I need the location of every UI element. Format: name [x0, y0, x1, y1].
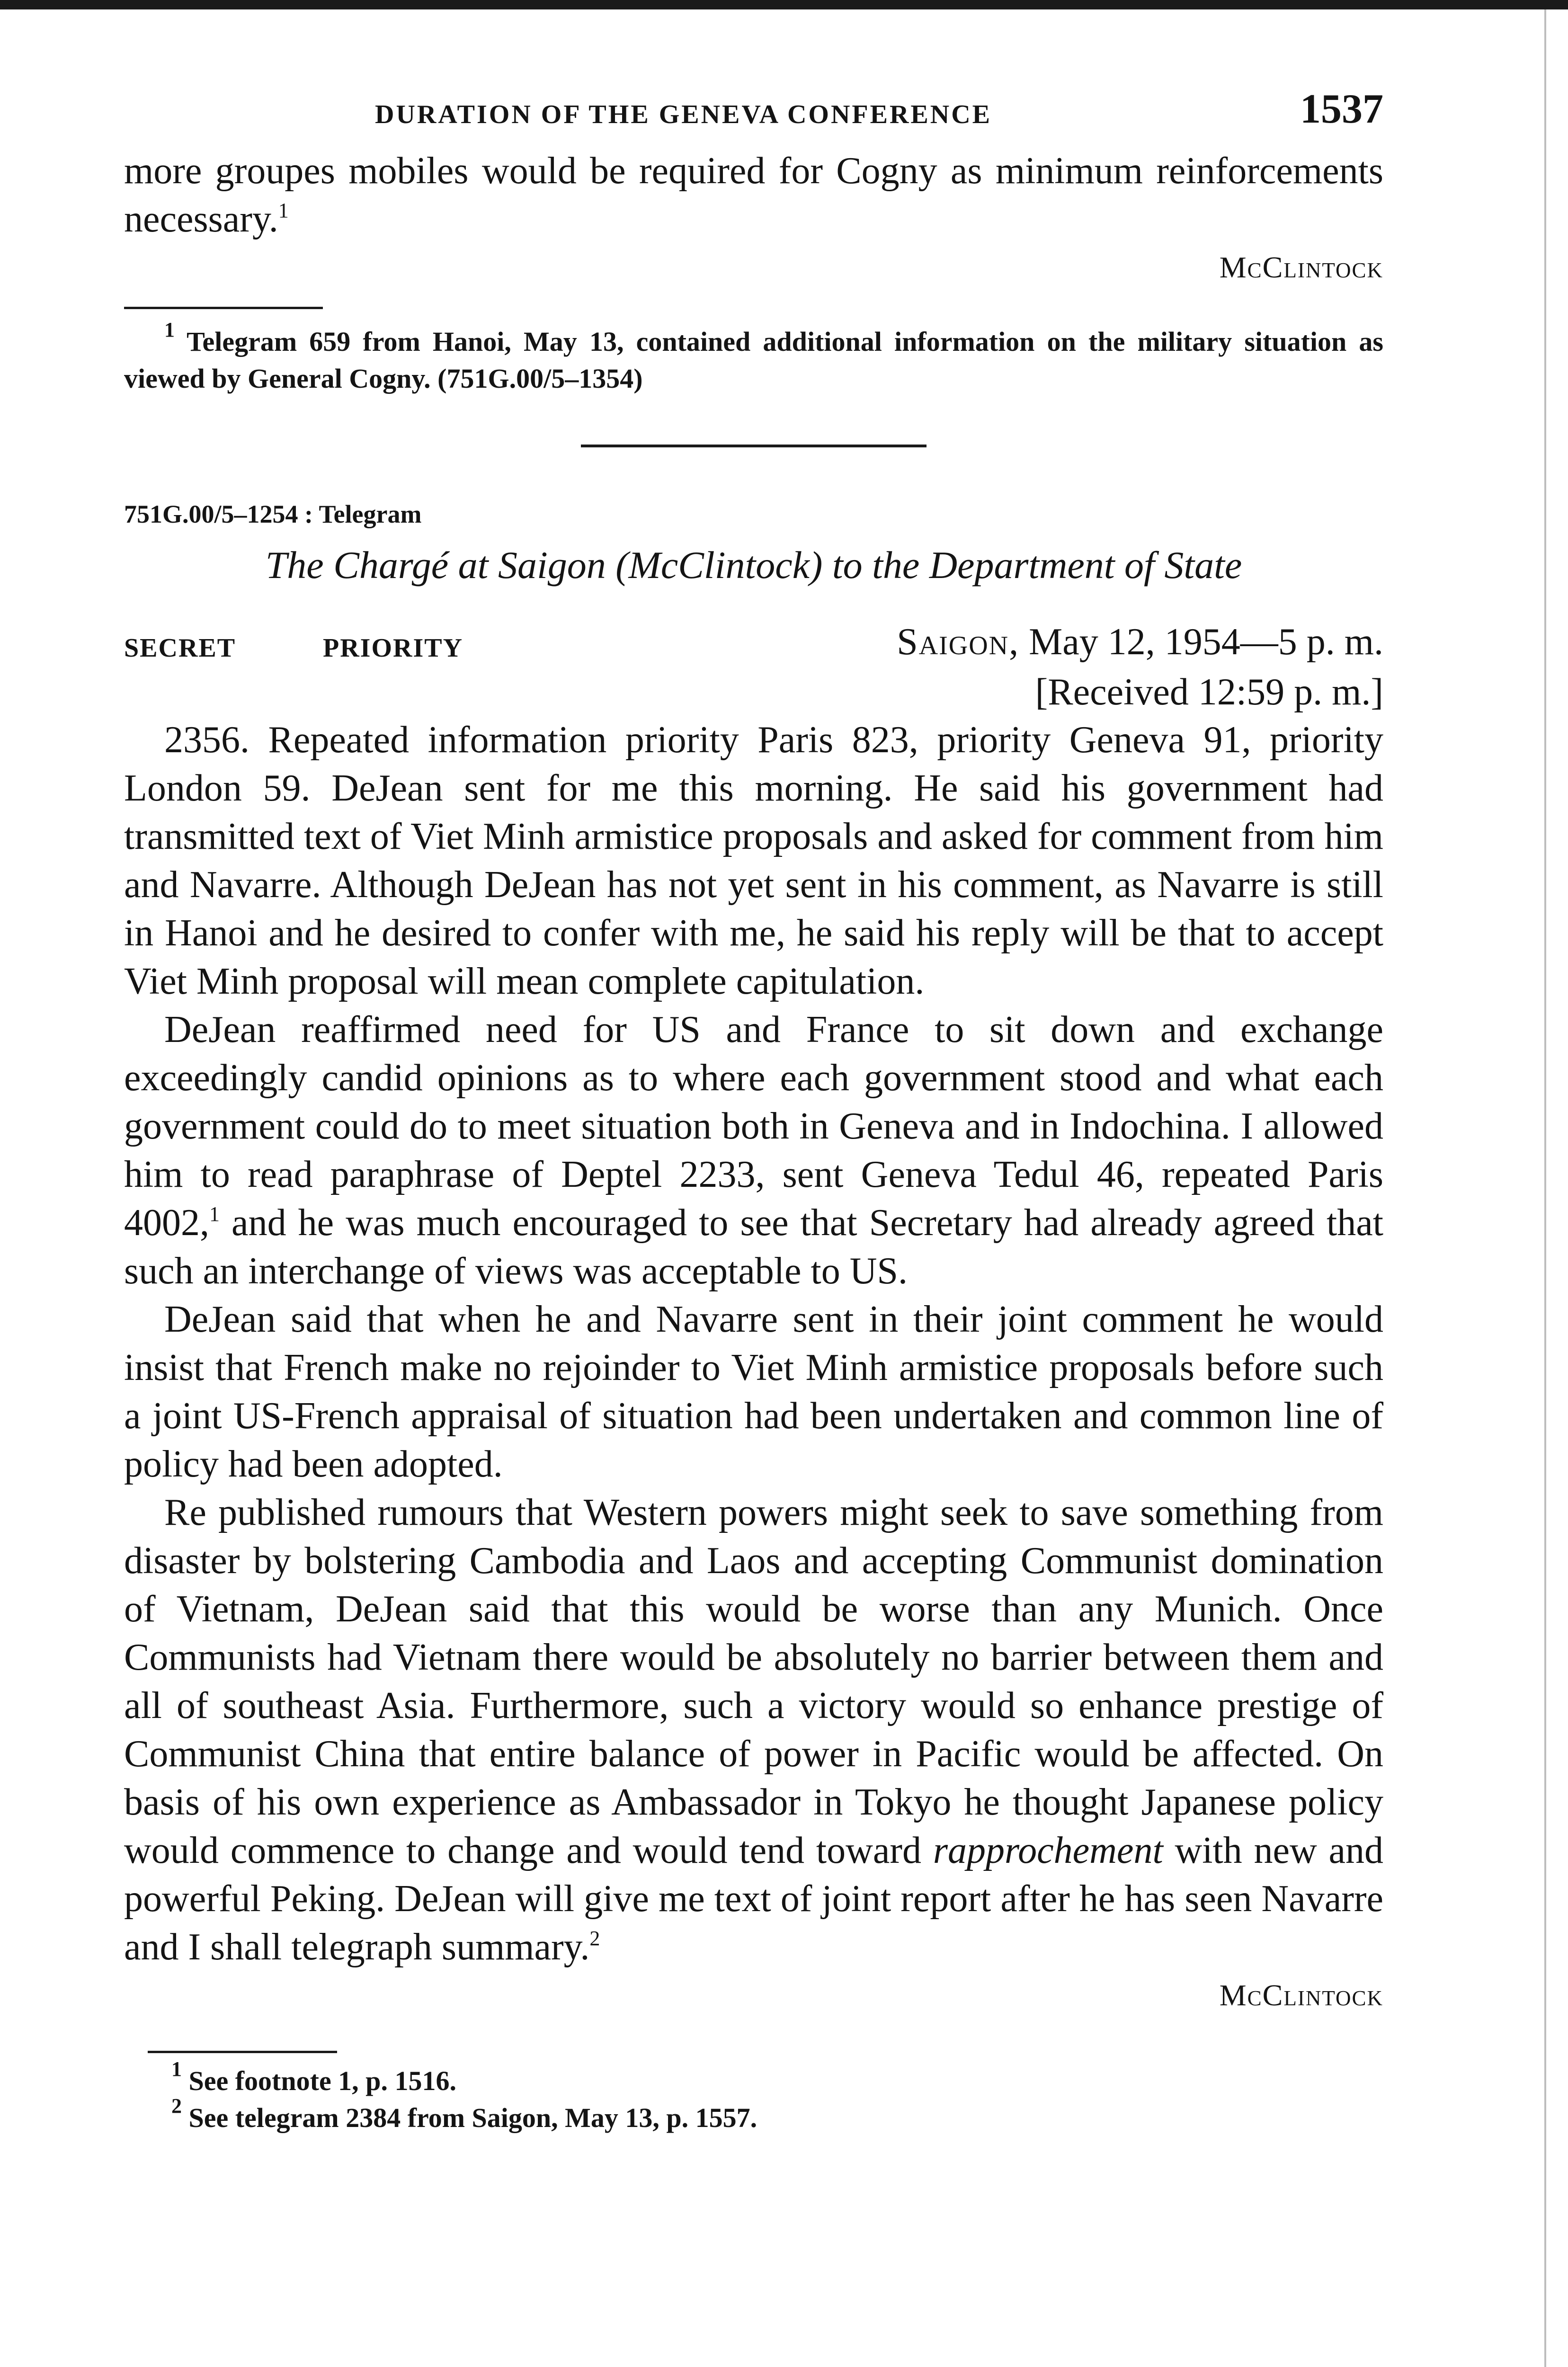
page-right-edge: [1544, 9, 1546, 2367]
file-identifier: 751G.00/5–1254 : Telegram: [124, 500, 422, 528]
paragraph: DeJean reaffirmed need for US and France to sit down and exchange exceedingly candid opinions as to where each government stood and what each government could do to meet situation both in Geneva and in Indochina. I allowed him to read paraphrase of Deptel 2233, sent Geneva Tedul 46, repeated Paris 4002,$^1$ and he was much encouraged to see that Secretary had already agreed that such an interchange of views was acceptable to US.: [124, 1009, 1383, 1292]
precedence-label: PRIORITY: [323, 633, 463, 663]
footnote-ref: 1: [209, 1202, 220, 1226]
dateline-place: Saigon,: [897, 621, 1020, 663]
section-divider: [581, 445, 927, 447]
running-head-title: DURATION OF THE GENEVA CONFERENCE: [375, 100, 992, 129]
footnote: $^1$ Telegram 659 from Hanoi, May 13, contained additional information on the military situation as viewed by General Cogny. (751G.00/5–1354): [124, 318, 1383, 394]
footnote-mark: 1: [164, 318, 175, 341]
received-time: [Received 12:59 p. m.]: [1035, 671, 1383, 713]
dateline: [897, 621, 1383, 664]
footnote-divider: [124, 307, 323, 309]
page: [124, 80, 1383, 2136]
classification-label: SECRET: [124, 633, 236, 663]
document-title: The Chargé at Saigon (McClintock) to the Department of State: [265, 543, 1242, 587]
signature: McClintock: [1219, 1978, 1383, 2012]
footnote-divider: [148, 2051, 337, 2053]
footnote-ref: 1: [278, 199, 289, 222]
footnotes: [124, 2057, 1383, 2136]
continuation-paragraph: more groupes mobiles would be required for Cogny as minimum reinforcements necessary.$^1$: [124, 150, 1383, 240]
page-top-edge: [0, 0, 1568, 9]
document-body: [124, 716, 1383, 1971]
signature: McClintock: [1219, 250, 1383, 284]
paragraph: 2356. Repeated information priority Paris 823, priority Geneva 91, priority London 59. DeJean sent for me this morning. He said his government had transmitted text of Viet Minh armistice proposals and asked for comment from him and Navarre. Although DeJean has not yet sent in his comment, as Navarre is still in Hanoi and he desired to confer with me, he said his reply will be that to accept Viet Minh proposal will mean complete capitulation.: [124, 719, 1383, 1002]
italic-term: rapprochement: [933, 1830, 1163, 1871]
running-head: [124, 80, 1383, 147]
page-number: 1537: [1300, 86, 1383, 132]
document-meta: [124, 621, 1383, 671]
dateline-date: May 12, 1954—5 p. m.: [1029, 621, 1383, 663]
footnote-ref: 2: [589, 1927, 600, 1950]
footnote-mark: 1: [171, 2057, 182, 2081]
footnote-mark: 2: [171, 2094, 182, 2118]
footnote: $^2$ See telegram 2384 from Saigon, May 13, p. 1557.: [171, 2094, 757, 2133]
paragraph: Re published rumours that Western powers might seek to save something from disaster by bolstering Cambodia and Laos and accepting Communist domination of Vietnam, DeJean said that this would be worse than any Munich. Once Communists had Vietnam there would be absolutely no barrier between them and all of southeast Asia. Furthermore, such a victory would so enhance prestige of Communist China that entire balance of power in Pacific would be affected. On basis of his own experience as Ambassador in Tokyo he thought Japanese policy would commence to change and would tend toward rapprochement with new and powerful Peking. DeJean will give me text of joint report after he has seen Navarre and I shall telegraph summary.$^2$: [124, 1492, 1384, 1968]
footnote: $^1$ See footnote 1, p. 1516.: [171, 2057, 456, 2096]
paragraph: DeJean said that when he and Navarre sent in their joint comment he would insist that French make no rejoinder to Viet Minh armistice proposals before such a joint US-French appraisal of situation had been undertaken and common line of policy had been adopted.: [124, 1299, 1383, 1485]
